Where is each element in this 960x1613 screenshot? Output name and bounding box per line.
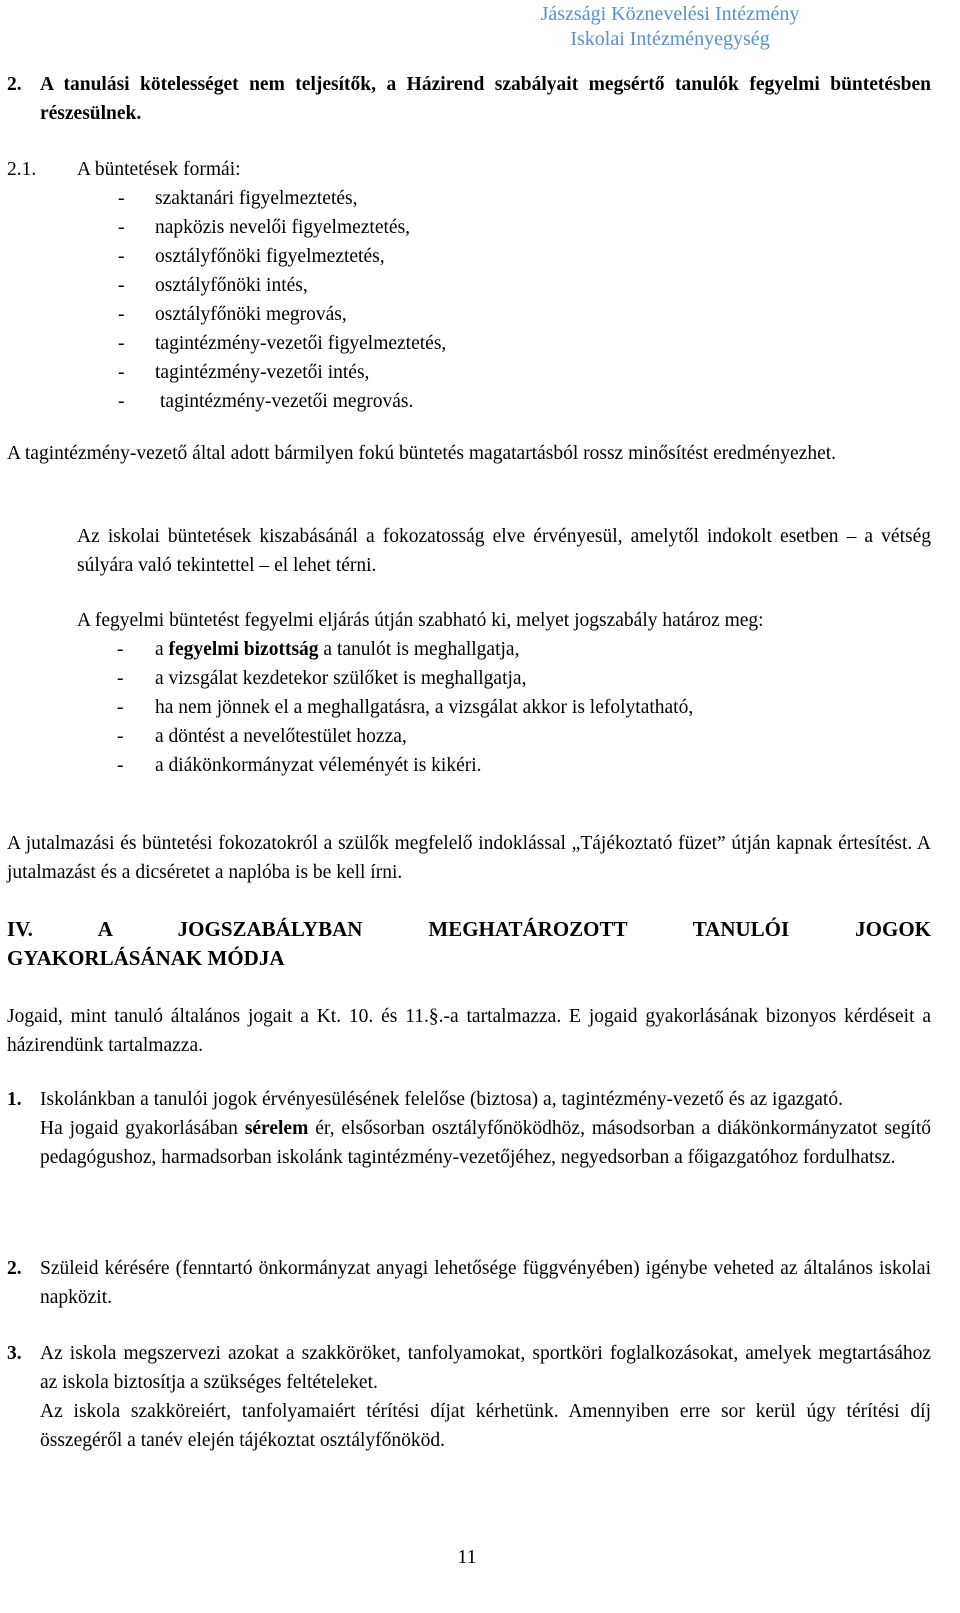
item-3-text: Az iskola megszervezi azokat a szakköröket, tanfolyamokat, sportköri foglalkozásokat, amelyek megtartásához az iskola biztosítja a szükséges feltételeket. [40, 1343, 931, 1393]
item-1-text-2: Ha jogaid gyakorlásában sérelem ér, elsősorban osztályfőnöködhöz, másodsorban a diákönkormányzatot segítő pedagógushoz, harmadsorban iskolánk tagintézmény-vezetőjéhez, negyedsorban a főigazgatóhoz fordulhatsz. [40, 1118, 931, 1168]
section-2-number: 2. [7, 74, 22, 95]
section-2-text: A tanulási kötelességet nem teljesítők, a Házirend szabályait megsértő tanulók fegyelmi büntetésben részesülnek. [40, 74, 931, 124]
list-item: - tagintézmény-vezetői megrovás. [118, 391, 414, 412]
list-item: - napközis nevelői figyelmeztetés, [118, 217, 411, 238]
item-1-text: Iskolánkban a tanulói jogok érvényesülésének felelőse (biztosa) a, tagintézmény-vezető és az igazgató. [40, 1089, 843, 1110]
section-2-1-number: 2.1. [7, 159, 37, 180]
list-item: - osztályfőnöki figyelmeztetés, [118, 246, 385, 267]
list-item: - a fegyelmi bizottság a tanulót is meghallgatja, [117, 639, 520, 660]
numbered-item-3 [7, 1339, 931, 1455]
list-item: - a vizsgálat kezdetekor szülőket is meghallgatja, [117, 668, 527, 689]
section-4-title-line-1: IV. A JOGSZABÁLYBAN MEGHATÁROZOTT TANULÓI JOGOK [7, 917, 931, 941]
paragraph-tagintezmeny: A tagintézmény-vezető által adott bármilyen fokú büntetés magatartásból rossz minősítést eredményezhet. [7, 443, 837, 464]
section-2 [7, 70, 931, 128]
fegyelmi-intro: A fegyelmi büntetést fegyelmi eljárás útján szabható ki, melyet jogszabály határoz meg: [77, 610, 764, 631]
paragraph-jutalmazas: A jutalmazási és büntetési fokozatokról a szülők megfelelő indoklással „Tájékoztató füzet” útján kapnak értesítést. A jutalmazást és a dicséretet a naplóba is be kell írni. [7, 833, 931, 883]
list-item: - osztályfőnöki megrovás, [118, 304, 347, 325]
section-4-title-line-2: GYAKORLÁSÁNAK MÓDJA [7, 946, 285, 970]
paragraph-jogaid: Jogaid, mint tanuló általános jogait a Kt. 10. és 11.§.-a tartalmazza. E jogaid gyakorlásának bizonyos kérdéseit a házirendünk tartalmazza. [7, 1006, 931, 1056]
numbered-item-2 [7, 1254, 931, 1312]
section-2-1 [7, 155, 931, 416]
list-item: - osztályfőnöki intés, [118, 275, 308, 296]
section-2-1-title: A büntetések formái: [77, 159, 241, 180]
header-line-1: Jászsági Köznevelési Intézmény [540, 3, 800, 25]
item-3-number: 3. [7, 1343, 22, 1364]
page-number: 11 [457, 1546, 477, 1568]
item-2-text: Szüleid kérésére (fenntartó önkormányzat anyagi lehetősége függvényében) igénybe veheted az általános iskolai napközit. [40, 1258, 931, 1308]
list-item: - szaktanári figyelmeztetés, [118, 188, 358, 209]
list-item: - a diákönkormányzat véleményét is kikéri. [117, 755, 482, 776]
document-header [380, 2, 960, 52]
item-3-text-2: Az iskola szakköreiért, tanfolyamaiért térítési díjat kérhetünk. Amennyiben erre sor kerül úgy térítési díj összegéről a tanév elején tájékoztat osztályfőnököd. [40, 1401, 931, 1451]
list-item: - a döntést a nevelőtestület hozza, [117, 726, 407, 747]
paragraph-fokozatossag: Az iskolai büntetések kiszabásánál a fokozatosság elve érvényesül, amelytől indokolt esetben – a vétség súlyára való tekintettel – el lehet térni. [77, 526, 931, 576]
list-item: - tagintézmény-vezetői figyelmeztetés, [118, 333, 447, 354]
list-item: - ha nem jönnek el a meghallgatásra, a vizsgálat akkor is lefolytatható, [117, 697, 694, 718]
header-line-2: Iskolai Intézményegység [570, 28, 770, 50]
paragraph-fegyelmi [7, 606, 931, 780]
section-4-title [7, 915, 931, 973]
list-item: - tagintézmény-vezetői intés, [118, 362, 370, 383]
item-2-number: 2. [7, 1258, 22, 1279]
numbered-item-1 [7, 1085, 931, 1172]
item-1-number: 1. [7, 1089, 22, 1110]
